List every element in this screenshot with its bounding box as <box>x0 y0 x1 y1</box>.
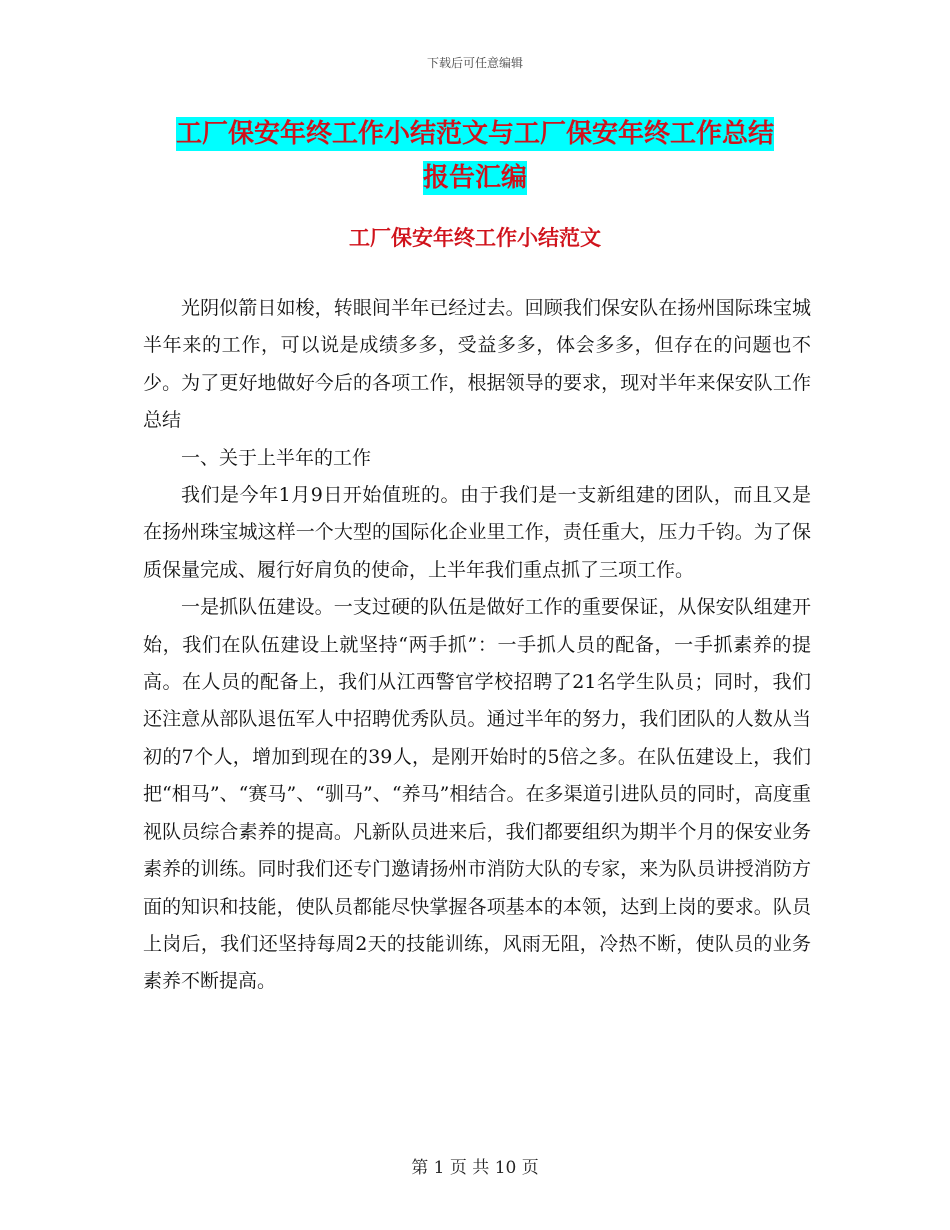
body-text <box>143 290 811 1001</box>
page-footer: 第 1 页 共 10 页 <box>411 1158 539 1178</box>
document-title <box>140 112 810 200</box>
header-note: 下载后可任意编辑 <box>426 56 523 70</box>
paragraph-team-building: 一是抓队伍建设。一支过硬的队伍是做好工作的重要保证，从保安队组建开始，我们在队伍建设上就坚持“两手抓”：一手抓人员的配备，一手抓素养的提高。在人员的配备上，我们从江西警官学校招聘了21名学生队员；同时，我们还注意从部队退伍军人中招聘优秀队员。通过半年的努力，我们团队的人数从当初的7个人，增加到现在的39人，是刚开始时的5倍之多。在队伍建设上，我们把“相马”、“赛马”、“驯马”、“养马”相结合。在多渠道引进队员的同时，高度重视队员综合素养的提高。凡新队员进来后，我们都要组织为期半个月的保安业务素养的训练。同时我们还专门邀请扬州市消防大队的专家，来为队员讲授消防方面的知识和技能，使队员都能尽快掌握各项基本的本领，达到上岗的要求。队员上岗后，我们还坚持每周2天的技能训练，风雨无阻，冷热不断，使队员的业务素养不断提高。 <box>143 596 811 993</box>
paragraph-intro: 光阴似箭日如梭，转眼间半年已经过去。回顾我们保安队在扬州国际珠宝城半年来的工作，可以说是成绩多多，受益多多，体会多多，但存在的问题也不少。为了更好地做好今后的各项工作，根据领导的要求，现对半年来保安队工作总结 <box>143 297 811 432</box>
paragraph-start-date: 我们是今年1月9日开始值班的。由于我们是一支新组建的团队，而且又是在扬州珠宝城这样一个大型的国际化企业里工作，责任重大，压力千钧。为了保质保量完成、履行好肩负的使命，上半年我们重点抓了三项工作。 <box>143 484 811 581</box>
title-line-2: 报告汇编 <box>422 163 527 193</box>
paragraph-heading-1: 一、关于上半年的工作 <box>181 446 372 469</box>
section-title: 工厂保安年终工作小结范文 <box>349 226 601 250</box>
title-line-1: 工厂保安年终工作小结范文与工厂保安年终工作总结 <box>175 119 774 149</box>
